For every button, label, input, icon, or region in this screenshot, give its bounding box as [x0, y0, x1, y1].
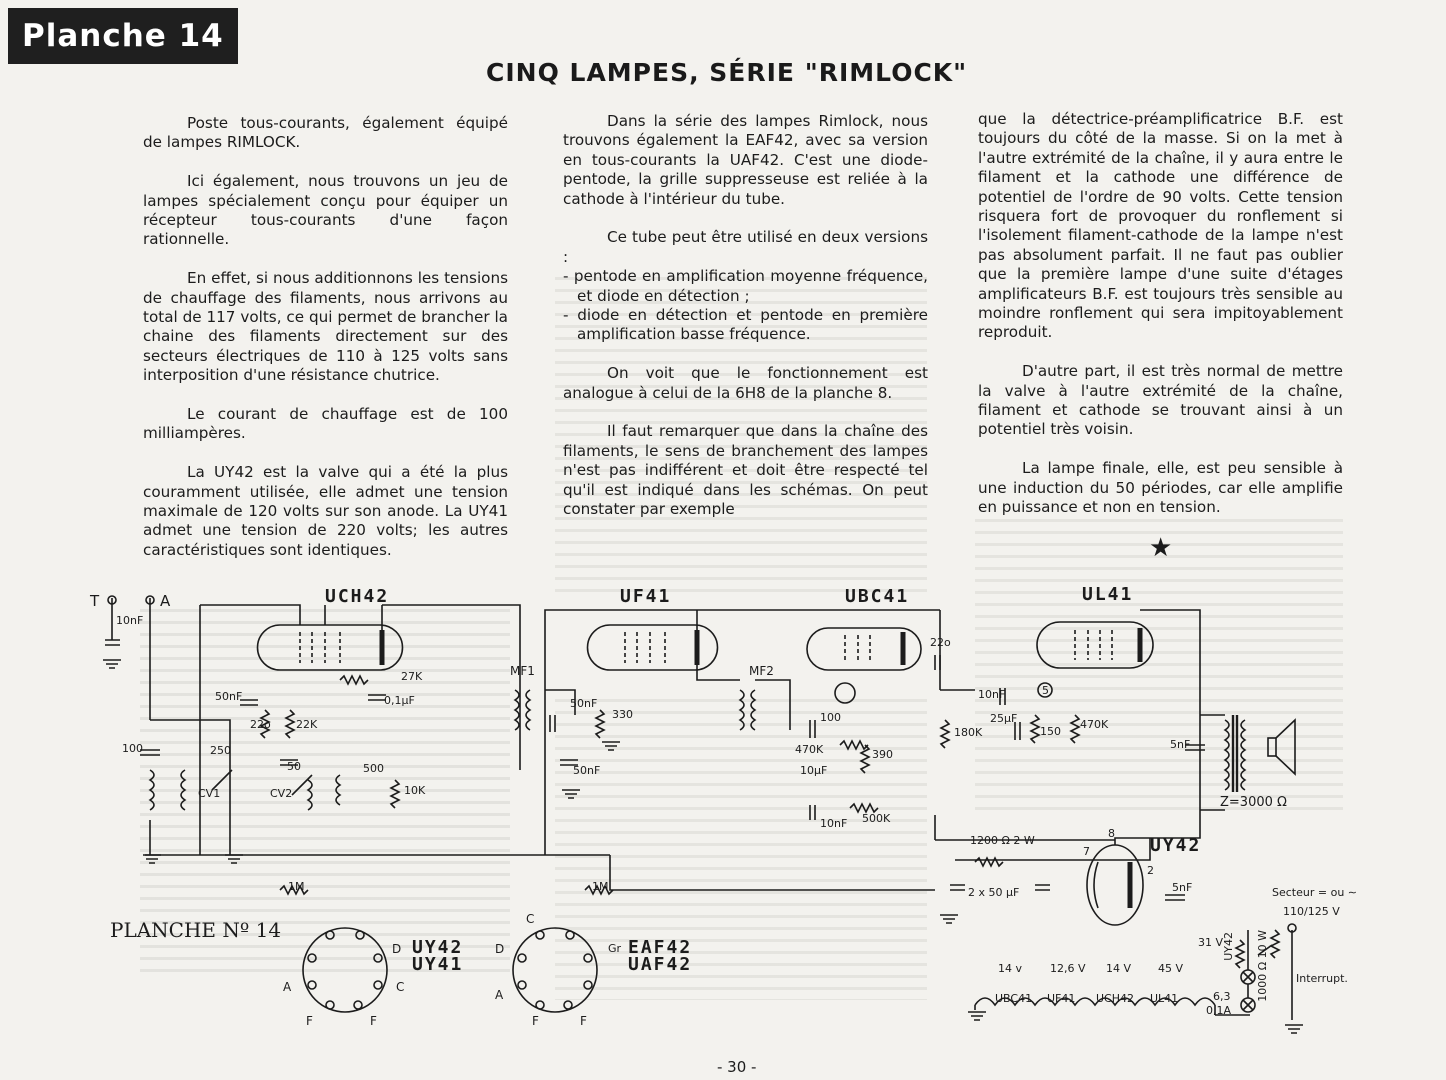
- pin-letter: A: [283, 980, 292, 994]
- tube-base-eaf42: [513, 928, 597, 1012]
- component-label: 50nF: [570, 697, 598, 710]
- capacitors: [105, 640, 1205, 900]
- component-label: 1000 Ω 10 W: [1256, 930, 1269, 1002]
- component-label: MF2: [749, 664, 774, 678]
- heater-label: UF41: [1047, 992, 1076, 1005]
- tube-label-uy42: UY42: [1150, 835, 1202, 856]
- component-label: 10nF: [820, 817, 848, 830]
- voltage-label: 45 V: [1158, 962, 1184, 975]
- component-label: 390: [872, 748, 893, 761]
- component-label: 1M: [592, 880, 609, 893]
- component-label: 1M: [288, 880, 305, 893]
- tube-ubc41: [807, 628, 921, 703]
- pin-letter: D: [392, 942, 402, 956]
- component-label: 25μF: [990, 712, 1018, 725]
- output-transformer: [1225, 715, 1245, 792]
- component-label: 1200 Ω 2 W: [970, 834, 1035, 847]
- speaker-icon: [1268, 720, 1295, 774]
- component-label: 150: [1040, 725, 1061, 738]
- component-label: 50nF: [573, 764, 601, 777]
- component-label: 470K: [1080, 718, 1109, 731]
- pin-label: 7: [1083, 845, 1090, 858]
- paragraph: On voit que le fonctionnement est analogue à celui de la 6H8 de la planche 8.: [563, 364, 928, 402]
- paragraph: D'autre part, il est très normal de mettre la valve à l'autre extrémité de la chaîne, filament et cathode se trouvant ainsi à un potentiel très voisin.: [978, 362, 1343, 439]
- star-icon: ★: [1149, 533, 1173, 563]
- paragraph: En effet, si nous additionnons les tensions de chauffage des filaments, nous arrivons au total de 117 volts, ce qui permet de brancher la chaine des filaments directement sur des secteurs électriques de 110 à 125 volts sans interposition d'une résistance chutrice.: [143, 269, 508, 385]
- component-label: 100: [122, 742, 143, 755]
- heater-label: UCH42: [1096, 992, 1135, 1005]
- component-label: CV1: [198, 787, 221, 800]
- component-label: 330: [612, 708, 633, 721]
- pin-label: 5: [1042, 684, 1049, 697]
- paragraph: La lampe finale, elle, est peu sensible à une induction du 50 périodes, car elle amplifie en puissance et non en tension.: [978, 459, 1343, 517]
- terminal-t: T: [90, 592, 100, 610]
- paragraph: Ici également, nous trouvons un jeu de lampes spécialement conçu pour équiper un récepteur tous-courants d'une façon rationnelle.: [143, 172, 508, 249]
- component-label: 10μF: [800, 764, 828, 777]
- component-label: 10nF: [978, 688, 1006, 701]
- tube-label-uch42: UCH42: [325, 586, 390, 607]
- component-label: 2 x 50 μF: [968, 886, 1020, 899]
- paragraph: Ce tube peut être utilisé en deux versions :: [563, 228, 928, 266]
- component-label: 22o: [250, 718, 271, 731]
- base-name: UY42: [412, 937, 464, 958]
- pin-letter: F: [532, 1014, 539, 1028]
- component-label: 10K: [404, 784, 426, 797]
- paragraph: que la détectrice-préamplificatrice B.F. est toujours du côté de la masse. Si on la met à l'autre extrémité de la chaîne, il y aura entre le filament et la cathode une différence de potentiel de l'ordre de 90 volts. Cette tension risquera fort de provoquer du ronflement si l'isolement filament-cathode de la lampe n'est pas absolument parfait. Il ne faut pas oublier que la première lampe d'une suite d'étages amplificateurs B.F. est toujours très sensible au moindre ronflement qui sera impitoyablement reproduit.: [978, 110, 1343, 342]
- component-label: 0,1μF: [384, 694, 415, 707]
- list-item: - diode en détection et pentode en première amplification basse fréquence.: [563, 306, 928, 344]
- paragraph: Le courant de chauffage est de 100 milliampères.: [143, 405, 508, 443]
- pin-letter: Gr: [608, 942, 622, 955]
- component-label: 50nF: [215, 690, 243, 703]
- tube-label-ul41: UL41: [1082, 584, 1134, 605]
- impedance-label: Z=3000 Ω: [1220, 795, 1287, 810]
- component-label: 100: [820, 711, 841, 724]
- list-item: - pentode en amplification moyenne fréquence, et diode en détection ;: [563, 267, 928, 305]
- page-title: CINQ LAMPES, SÉRIE "RIMLOCK": [486, 58, 968, 87]
- planche-tag: Planche 14: [8, 8, 238, 64]
- paragraph: Dans la série des lampes Rimlock, nous trouvons également la EAF42, avec sa version en tous-courants la UAF42. C'est une diode-pentode, la grille suppresseuse est reliée à la cathode à l'intérieur du tube.: [563, 112, 928, 208]
- pin-label: 2: [1147, 864, 1154, 877]
- component-label: 500: [363, 762, 384, 775]
- tube-uch42: [200, 605, 520, 855]
- component-label: 500K: [862, 812, 891, 825]
- pin-letter: D: [495, 942, 505, 956]
- paragraph: La UY42 est la valve qui a été la plus couramment utilisée, elle admet une tension maximale de 120 volts sur son anode. La UY41 admet une tension de 220 volts; les autres caractéristiques sont identiques.: [143, 463, 508, 559]
- base-name: UY41: [412, 954, 464, 975]
- component-label: 180K: [954, 726, 983, 739]
- component-label: MF1: [510, 664, 535, 678]
- pin-letter: C: [526, 912, 535, 926]
- heater-label: UBC41: [995, 992, 1033, 1005]
- component-label: 22o: [930, 636, 951, 649]
- heater-chain: [975, 924, 1296, 1020]
- mains-voltage: 110/125 V: [1283, 905, 1340, 918]
- base-name: UAF42: [628, 954, 693, 975]
- component-label: 50: [287, 760, 301, 773]
- component-label: 22K: [296, 718, 318, 731]
- component-label: CV2: [270, 787, 293, 800]
- pin-letter: F: [580, 1014, 587, 1028]
- base-name: EAF42: [628, 937, 693, 958]
- component-label: 250: [210, 744, 231, 757]
- terminal-a: A: [160, 592, 171, 610]
- voltage-label: 12,6 V: [1050, 962, 1086, 975]
- component-label: 27K: [401, 670, 423, 683]
- resistors: [261, 676, 1279, 968]
- tube-base-uy42: [303, 928, 387, 1012]
- pin-letter: F: [370, 1014, 377, 1028]
- tube-uy42: [1087, 815, 1200, 925]
- tube-label-uf41: UF41: [620, 586, 672, 607]
- current-label: 0,1A: [1206, 1004, 1232, 1017]
- tube-label-ubc41: UBC41: [845, 586, 910, 607]
- voltage-label: 14 v: [998, 962, 1023, 975]
- pin-letter: A: [495, 988, 504, 1002]
- pin-letter: C: [396, 980, 405, 994]
- pin-label: 8: [1108, 827, 1115, 840]
- paragraph: Poste tous-courants, également équipé de lampes RIMLOCK.: [143, 114, 508, 152]
- mains-label: Secteur = ou ∼: [1272, 886, 1357, 899]
- figure-caption: PLANCHE Nº 14: [110, 918, 282, 942]
- paragraph: Il faut remarquer que dans la chaîne des filaments, le sens de branchement des lampes n'est pas indifférent et doit être respecté tel qu'il est indiqué dans les schémas. On peut constater par exemple: [563, 422, 928, 519]
- heater-label: UL41: [1150, 992, 1179, 1005]
- tube-uf41: [588, 610, 718, 670]
- pin-letter: F: [306, 1014, 313, 1028]
- tube-ul41: [1037, 610, 1225, 815]
- component-label: 5nF: [1170, 738, 1191, 751]
- component-label: 5nF: [1172, 881, 1193, 894]
- current-label: 6,3: [1213, 990, 1231, 1003]
- component-label: 10nF: [116, 614, 144, 627]
- voltage-label: 31 V: [1198, 936, 1224, 949]
- heater-label: UY42: [1222, 932, 1235, 961]
- component-label: 470K: [795, 743, 824, 756]
- switch-label: Interrupt.: [1296, 972, 1348, 985]
- mf2-transformer: [697, 665, 790, 730]
- page-number: - 30 -: [717, 1058, 757, 1076]
- voltage-label: 14 V: [1106, 962, 1132, 975]
